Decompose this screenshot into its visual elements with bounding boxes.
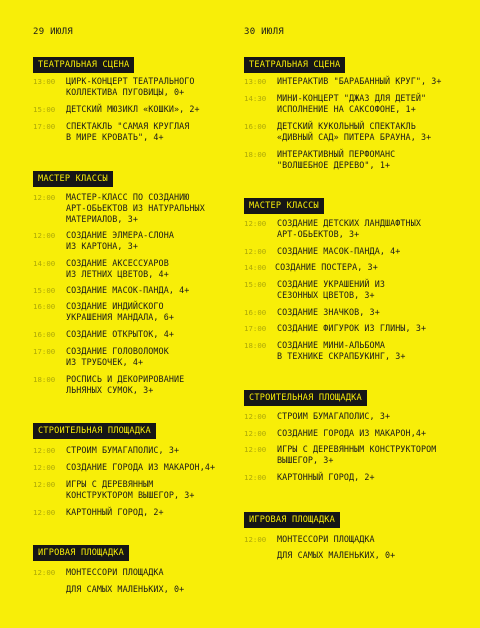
event-item: 13:00 ИНТЕРАКТИВ "БАРАБАННЫЙ КРУГ", 3+ xyxy=(244,76,442,86)
event-item: 12:00 СОЗДАНИЕ ДЕТСКИХ ЛАНДШАФТНЫХ АРТ-ОБЬЕКТОВ, 3+ xyxy=(244,218,421,239)
section-header-theatre: ТЕАТРАЛЬНАЯ СЦЕНА xyxy=(244,52,345,73)
event-item: 12:00 КАРТОННЫЙ ГОРОД, 2+ xyxy=(244,472,375,482)
event-item: 17:00 СОЗДАНИЕ ГОЛОВОЛОМОК ИЗ ТРУБОЧЕК, 4+ xyxy=(33,346,169,367)
event-item: 12:00 СТРОИМ БУМАГАПОЛИС, 3+ xyxy=(33,445,180,455)
event-item: 16:00 СОЗДАНИЕ ИНДИЙСКОГО УКРАШЕНИЯ МАНДАЛА, 6+ xyxy=(33,301,174,322)
event-item: 12:00 СТРОИМ БУМАГАПОЛИС, 3+ xyxy=(244,411,391,421)
event-item: 12:00 ИГРЫ С ДЕРЕВЯННЫМ КОНСТРУКТОРОМ ВЫШЕГОР, 3+ xyxy=(33,479,195,500)
event-item: 12:00 СОЗДАНИЕ ГОРОДА ИЗ МАКАРОН,4+ xyxy=(244,428,427,438)
event-item: 12:00 СОЗДАНИЕ ГОРОДА ИЗ МАКАРОН,4+ xyxy=(33,462,216,472)
section-header-masterclasses: МАСТЕР КЛАССЫ xyxy=(33,166,113,187)
section-header-theatre: ТЕАТРАЛЬНАЯ СЦЕНА xyxy=(33,52,134,73)
event-item: 12:00 МАСТЕР-КЛАСС ПО СОЗДАНИЮ АРТ-ОБЬЕКТОВ ИЗ НАТУРАЛЬНЫХ МАТЕРИАЛОВ, 3+ xyxy=(33,192,205,224)
event-item: 12:00 КАРТОННЫЙ ГОРОД, 2+ xyxy=(33,507,164,517)
event-item: 12:00 МОНТЕССОРИ ПЛОЩАДКА xyxy=(244,534,375,544)
day-date: 30 ИЮЛЯ xyxy=(244,27,285,37)
event-item: 15:00 ДЕТСКИЙ МЮЗИКЛ «КОШКИ», 2+ xyxy=(33,104,200,114)
event-item: 15:00 СОЗДАНИЕ УКРАШЕНИЙ ИЗ СЕЗОННЫХ ЦВЕТОВ, 3+ xyxy=(244,279,385,300)
event-item: 12:00 СОЗДАНИЕ МАСОК-ПАНДА, 4+ xyxy=(244,246,401,256)
event-item: 13:00 ЦИРК-КОНЦЕРТ ТЕАТРАЛЬНОГО КОЛЛЕКТИВА ПУГОВИЦЫ, 0+ xyxy=(33,76,195,97)
event-item: 18:00 РОСПИСЬ И ДЕКОРИРОВАНИЕ ЛЬНЯНЫХ СУМОК, 3+ xyxy=(33,374,185,395)
event-item: ДЛЯ САМЫХ МАЛЕНЬКИХ, 0+ xyxy=(66,584,185,594)
day-date: 29 ИЮЛЯ xyxy=(33,27,74,37)
event-item: 15:00 СОЗДАНИЕ МАСОК-ПАНДА, 4+ xyxy=(33,285,190,295)
section-header-playground: ИГРОВАЯ ПЛОЩАДКА xyxy=(33,540,129,561)
event-item: 18:00 СОЗДАНИЕ МИНИ-АЛЬБОМА В ТЕХНИКЕ СКРАПБУКИНГ, 3+ xyxy=(244,340,406,361)
event-item: 16:00 СОЗДАНИЕ ОТКРЫТОК, 4+ xyxy=(33,329,174,339)
event-item: 16:00 СОЗДАНИЕ ЗНАЧКОВ, 3+ xyxy=(244,307,380,317)
event-item: 14:30 МИНИ-КОНЦЕРТ "ДЖАЗ ДЛЯ ДЕТЕЙ" ИСПОЛНЕНИЕ НА САКСОФОНЕ, 1+ xyxy=(244,93,427,114)
section-header-construction: СТРОИТЕЛЬНАЯ ПЛОЩАДКА xyxy=(33,418,156,439)
section-header-masterclasses: МАСТЕР КЛАССЫ xyxy=(244,193,324,214)
event-item: 17:00 СОЗДАНИЕ ФИГУРОК ИЗ ГЛИНЫ, 3+ xyxy=(244,323,427,333)
event-item: 14:00 СОЗДАНИЕ АКСЕССУАРОВ ИЗ ЛЕТНИХ ЦВЕТОВ, 4+ xyxy=(33,258,169,279)
event-item: 12:00 ИГРЫ С ДЕРЕВЯННЫМ КОНСТРУКТОРОМ ВЫШЕГОР, 3+ xyxy=(244,444,437,465)
event-item: 16:00 ДЕТСКИЙ КУКОЛЬНЫЙ СПЕКТАКЛЬ «ДИВНЫЙ САД» ПИТЕРА БРАУНА, 3+ xyxy=(244,121,432,142)
event-item: 14:00 СОЗДАНИЕ ПОСТЕРА, 3+ xyxy=(244,262,378,272)
event-item: 18:00 ИНТЕРАКТИВНЫЙ ПЕРФОМАНС "ВОЛШЕБНОЕ ДЕРЕВО", 1+ xyxy=(244,149,396,170)
section-header-construction: СТРОИТЕЛЬНАЯ ПЛОЩАДКА xyxy=(244,385,367,406)
event-item: 17:00 СПЕКТАКЛЬ "САМАЯ КРУГЛАЯ В МИРЕ КРОВАТЬ", 4+ xyxy=(33,121,190,142)
section-header-playground: ИГРОВАЯ ПЛОЩАДКА xyxy=(244,507,340,528)
event-item: 12:00 МОНТЕССОРИ ПЛОЩАДКА xyxy=(33,567,164,577)
event-item: ДЛЯ САМЫХ МАЛЕНЬКИХ, 0+ xyxy=(277,550,396,560)
event-item: 12:00 СОЗДАНИЕ ЭЛМЕРА-СЛОНА ИЗ КАРТОНА, 3+ xyxy=(33,230,174,251)
